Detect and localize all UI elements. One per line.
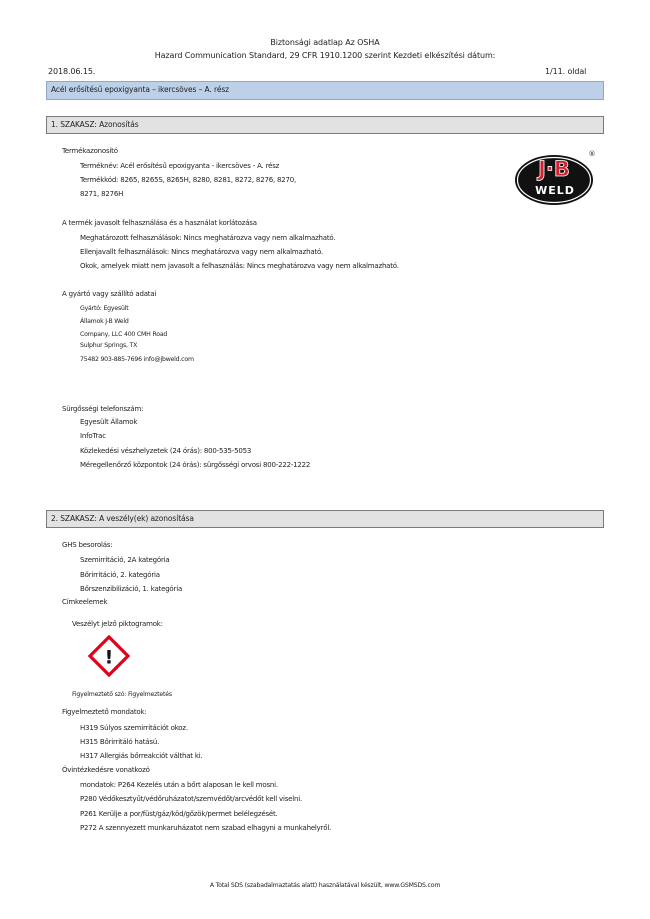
supplier-line2: Államok J-B Weld bbox=[80, 318, 129, 325]
supplier-line4: Sulphur Springs, TX bbox=[80, 342, 138, 349]
emergency-transport-phone: Közlekedési vészhelyzetek (24 órás): 800-535-5053 bbox=[80, 447, 252, 455]
section-2-heading: 2. SZAKASZ: A veszély(ek) azonosítása bbox=[46, 510, 604, 528]
product-codes-line1: Termékkód: 8265, 8265S, 8265H, 8280, 8281, 8272, 8276, 8270, bbox=[80, 176, 297, 184]
precaution-p261: P261 Kerülje a por/füst/gáz/köd/gőzök/permet belélegzését. bbox=[80, 810, 278, 818]
svg-text:J·B: J·B bbox=[538, 157, 570, 181]
precaution-p272: P272 A szennyezett munkaruházatot nem szabad elhagyni a munkahelyről. bbox=[80, 824, 332, 832]
pictogram-heading: Veszélyt jelző piktogramok: bbox=[72, 620, 163, 628]
svg-text:®: ® bbox=[588, 150, 596, 158]
footer-text: A Total SDS (szabadalmaztatás alatt) használatával készült, www.GSMSDS.com bbox=[209, 882, 441, 889]
uses-advised-against: Ellenjavallt felhasználások: Nincs meghatározva vagy nem alkalmazható. bbox=[80, 248, 323, 256]
supplier-line3: Company, LLC 400 CMH Road bbox=[80, 331, 168, 338]
section-1-heading: 1. SZAKASZ: Azonosítás bbox=[46, 116, 604, 134]
product-name-bar: Acél erősítésű epoxigyanta – ikercsöves – A. rész bbox=[46, 81, 604, 100]
supplier-contact: 75482 903-885-7696 info@jbweld.com bbox=[80, 356, 194, 363]
precaution-p264: mondatok: P264 Kezelés után a bőrt alaposan le kell mosni. bbox=[80, 781, 278, 789]
product-codes-line2: 8271, 8276H bbox=[80, 190, 124, 198]
emergency-country: Egyesült Államok bbox=[80, 418, 138, 426]
identified-uses: Meghatározott felhasználások: Nincs meghatározva vagy nem alkalmazható. bbox=[80, 234, 336, 242]
pictogram-symbol: ! bbox=[104, 646, 114, 669]
precaution-p280: P280 Védőkesztyűt/védőruházatot/szemvédőt/arcvédőt kell viselni. bbox=[80, 795, 303, 803]
ghs-skin-irritation: Bőrirritáció, 2. kategória bbox=[80, 571, 160, 579]
svg-text:WELD: WELD bbox=[535, 184, 575, 197]
emergency-heading: Sürgősségi telefonszám: bbox=[62, 405, 144, 413]
ghs-skin-sensitization: Bőrszenzibilizáció, 1. kategória bbox=[80, 585, 183, 593]
label-elements-heading: Címkeelemek bbox=[62, 598, 108, 606]
use-heading: A termék javasolt felhasználása és a használat korlátozása bbox=[62, 219, 257, 227]
header-subtitle: Hazard Communication Standard, 29 CFR 1910.1200 szerint Kezdeti elkészítési dátum: bbox=[154, 51, 496, 60]
hazard-h319: H319 Súlyos szemirritációt okoz. bbox=[80, 724, 188, 732]
page-number: 1/11. oldal bbox=[545, 67, 587, 76]
ghs-heading: GHS besorolás: bbox=[62, 541, 113, 549]
signal-word: Figyelmeztető szó: Figyelmeztetés bbox=[72, 691, 172, 698]
product-identifier-heading: Termékazonosító bbox=[62, 147, 118, 155]
emergency-provider: InfoTrac bbox=[80, 432, 106, 440]
hazard-statements-heading: Figyelmeztető mondatok: bbox=[62, 708, 147, 716]
product-name: Terméknév: Acél erősítésű epoxigyanta - ikercsöves - A. rész bbox=[80, 162, 280, 170]
header-date: 2018.06.15. bbox=[48, 67, 96, 76]
exclamation-pictogram-icon bbox=[88, 635, 130, 677]
reasons-not-recommended: Okok, amelyek miatt nem javasolt a felhasználás: Nincs meghatározva vagy nem alkalmazható. bbox=[80, 262, 399, 270]
jb-weld-logo bbox=[513, 147, 597, 209]
header-title: Biztonsági adatlap Az OSHA bbox=[270, 38, 380, 47]
ghs-eye-irritation: Szemirritáció, 2A kategória bbox=[80, 556, 170, 564]
hazard-h317: H317 Allergiás bőrreakciót válthat ki. bbox=[80, 752, 203, 760]
supplier-heading: A gyártó vagy szállító adatai bbox=[62, 290, 157, 298]
hazard-h315: H315 Bőrirritáló hatású. bbox=[80, 738, 160, 746]
supplier-line1: Gyártó: Egyesült bbox=[80, 305, 129, 312]
precaution-heading: Óvintézkedésre vonatkozó bbox=[62, 766, 150, 774]
emergency-poison-phone: Méregellenőrző központok (24 órás): sürgősségi orvosi 800-222-1222 bbox=[80, 461, 311, 469]
